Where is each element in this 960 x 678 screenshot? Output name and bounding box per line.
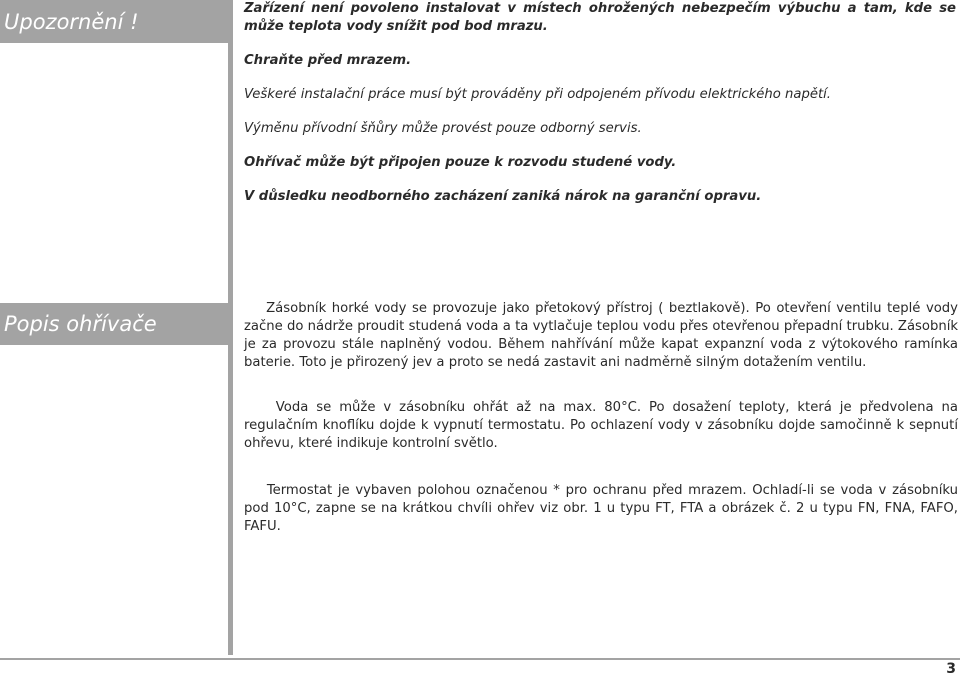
left-margin-bar (228, 0, 233, 655)
warning-line-explosion: Zařízení není povoleno instalovat v místech ohrožených nebezpečím výbuchu a tam, kde se může teplota vody snížit pod bod mrazu. (244, 1, 956, 34)
page-number: 3 (946, 661, 956, 677)
footer-rule (0, 658, 960, 660)
warning-line-frost: Chraňte před mrazem. (244, 53, 412, 68)
warning-line-cold-water: Ohřívač může být připojen pouze k rozvodu studené vody. (244, 155, 677, 170)
warning-line-power: Veškeré instalační práce musí být prováděny při odpojeném přívodu elektrického napětí. (244, 87, 831, 102)
warning-line-warranty: V důsledku neodborného zacházení zaniká nárok na garanční opravu. (244, 189, 762, 204)
description-paragraph-thermostat: Termostat je vybaven polohou označenou * pro ochranu před mrazem. Ochladí-li se voda v zásobníku pod 10°C, zapne se na krátkou chvíli ohřev viz obr. 1 u typu FT, FTA a obrázek č. 2 u typu FN, FNA, FAFO, FAFU. (244, 483, 958, 534)
warning-line-cord: Výměnu přívodní šňůry může provést pouze odborný servis. (244, 121, 642, 136)
description-heading: Popis ohřívače (0, 303, 228, 345)
description-paragraph-temperature: Voda se může v zásobníku ohřát až na max. 80°C. Po dosažení teploty, která je předvolena na regulačním knoflíku dojde k vypnutí termostatu. Po ochlazení vody v zásobníku dojde samočinně k sepnutí ohřevu, které indikuje kontrolní světlo. (244, 400, 958, 451)
description-paragraph-operation: Zásobník horké vody se provozuje jako přetokový přístroj ( beztlakově). Po otevření ventilu teplé vody začne do nádrže proudit studená voda a ta vytlačuje teplou vodu přes otevřenou přepadní trubku. Zásobník je za provozu stále naplněný vodou. Během nahřívání může kapat expanzní voda z výtokového ramínka baterie. Toto je přirozený jev a proto se nedá zastavit ani nadměrně silným dotažením ventilu. (244, 301, 958, 370)
warning-heading: Upozornění ! (0, 0, 228, 43)
